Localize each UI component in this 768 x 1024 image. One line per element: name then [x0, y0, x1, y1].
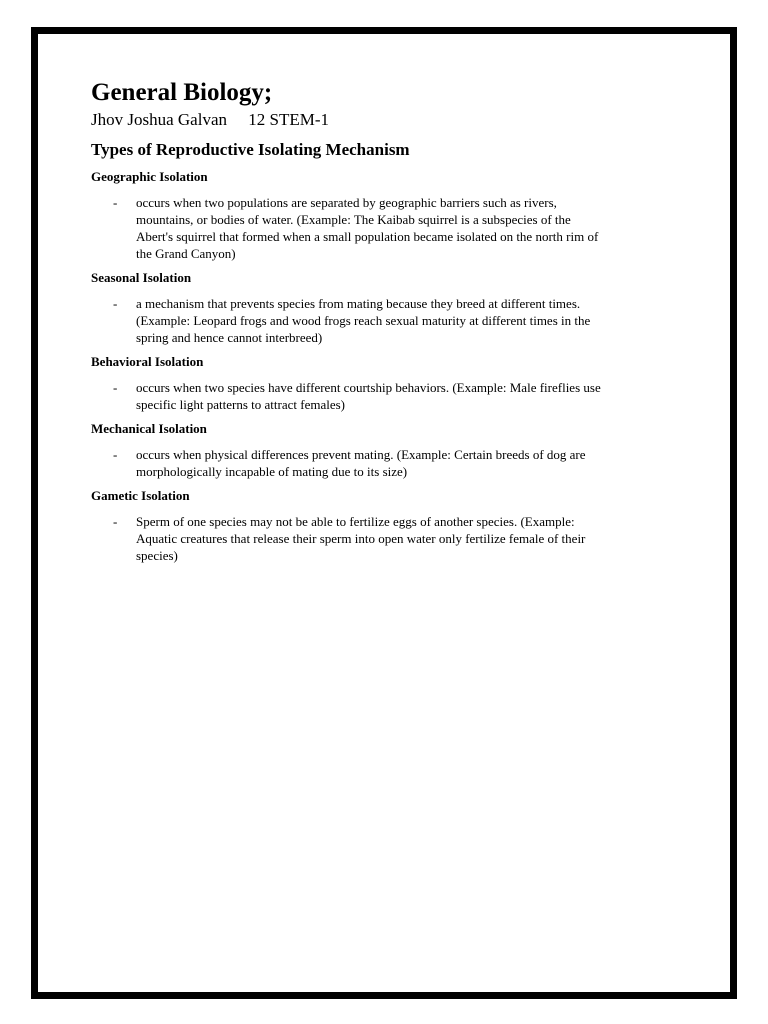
text-line: occurs when two populations are separated by geographic barriers such as rivers, [136, 195, 557, 210]
document-subtitle: Types of Reproductive Isolating Mechanism [91, 140, 410, 159]
bullet-dash: - [113, 447, 118, 462]
section-heading: Gametic Isolation [91, 488, 190, 503]
bullet-item [91, 513, 691, 564]
bullet-item [91, 379, 691, 413]
section-behavioral-isolation [91, 353, 691, 413]
bullet-item [91, 446, 691, 480]
bullet-text [136, 295, 681, 346]
text-line: Aquatic creatures that release their sperm into open water only fertilize female of their [136, 531, 586, 546]
bullet-dash: - [113, 380, 118, 395]
text-line: spring and hence cannot interbreed) [136, 330, 323, 345]
text-line: Sperm of one species may not be able to fertilize eggs of another species. (Example: [136, 514, 575, 529]
section-mechanical-isolation [91, 420, 691, 480]
bullet-text [136, 513, 681, 564]
text-line: the Grand Canyon) [136, 246, 236, 261]
text-line: occurs when two species have different courtship behaviors. (Example: Male fireflies use [136, 380, 601, 395]
text-line: specific light patterns to attract females) [136, 397, 345, 412]
document-title: General Biology; [91, 79, 273, 106]
text-line: mountains, or bodies of water. (Example: The Kaibab squirrel is a subspecies of the [136, 212, 571, 227]
bullet-dash: - [113, 296, 118, 311]
text-line: occurs when physical differences prevent mating. (Example: Certain breeds of dog are [136, 447, 586, 462]
bullet-text [136, 446, 681, 480]
section-geographic-isolation [91, 168, 691, 262]
text-line: species) [136, 548, 178, 563]
bullet-dash: - [113, 514, 118, 529]
bullet-item [91, 295, 691, 346]
author-name: Jhov Joshua Galvan [91, 110, 227, 129]
text-line: Abert's squirrel that formed when a small population became isolated on the north rim of [136, 229, 599, 244]
section-heading: Mechanical Isolation [91, 421, 207, 436]
bullet-text [136, 194, 681, 262]
section-heading: Behavioral Isolation [91, 354, 204, 369]
text-line: (Example: Leopard frogs and wood frogs reach sexual maturity at different times in the [136, 313, 591, 328]
section-seasonal-isolation [91, 269, 691, 346]
document-body [91, 78, 691, 564]
bullet-item [91, 194, 691, 262]
section-heading: Geographic Isolation [91, 169, 208, 184]
section-heading: Seasonal Isolation [91, 270, 192, 285]
class-section: 12 STEM-1 [248, 110, 329, 129]
bullet-dash: - [113, 195, 118, 210]
bullet-text [136, 379, 681, 413]
section-gametic-isolation [91, 487, 691, 564]
text-line: a mechanism that prevents species from mating because they breed at different times. [136, 296, 581, 311]
author-line [91, 109, 691, 131]
text-line: morphologically incapable of mating due to its size) [136, 464, 408, 479]
